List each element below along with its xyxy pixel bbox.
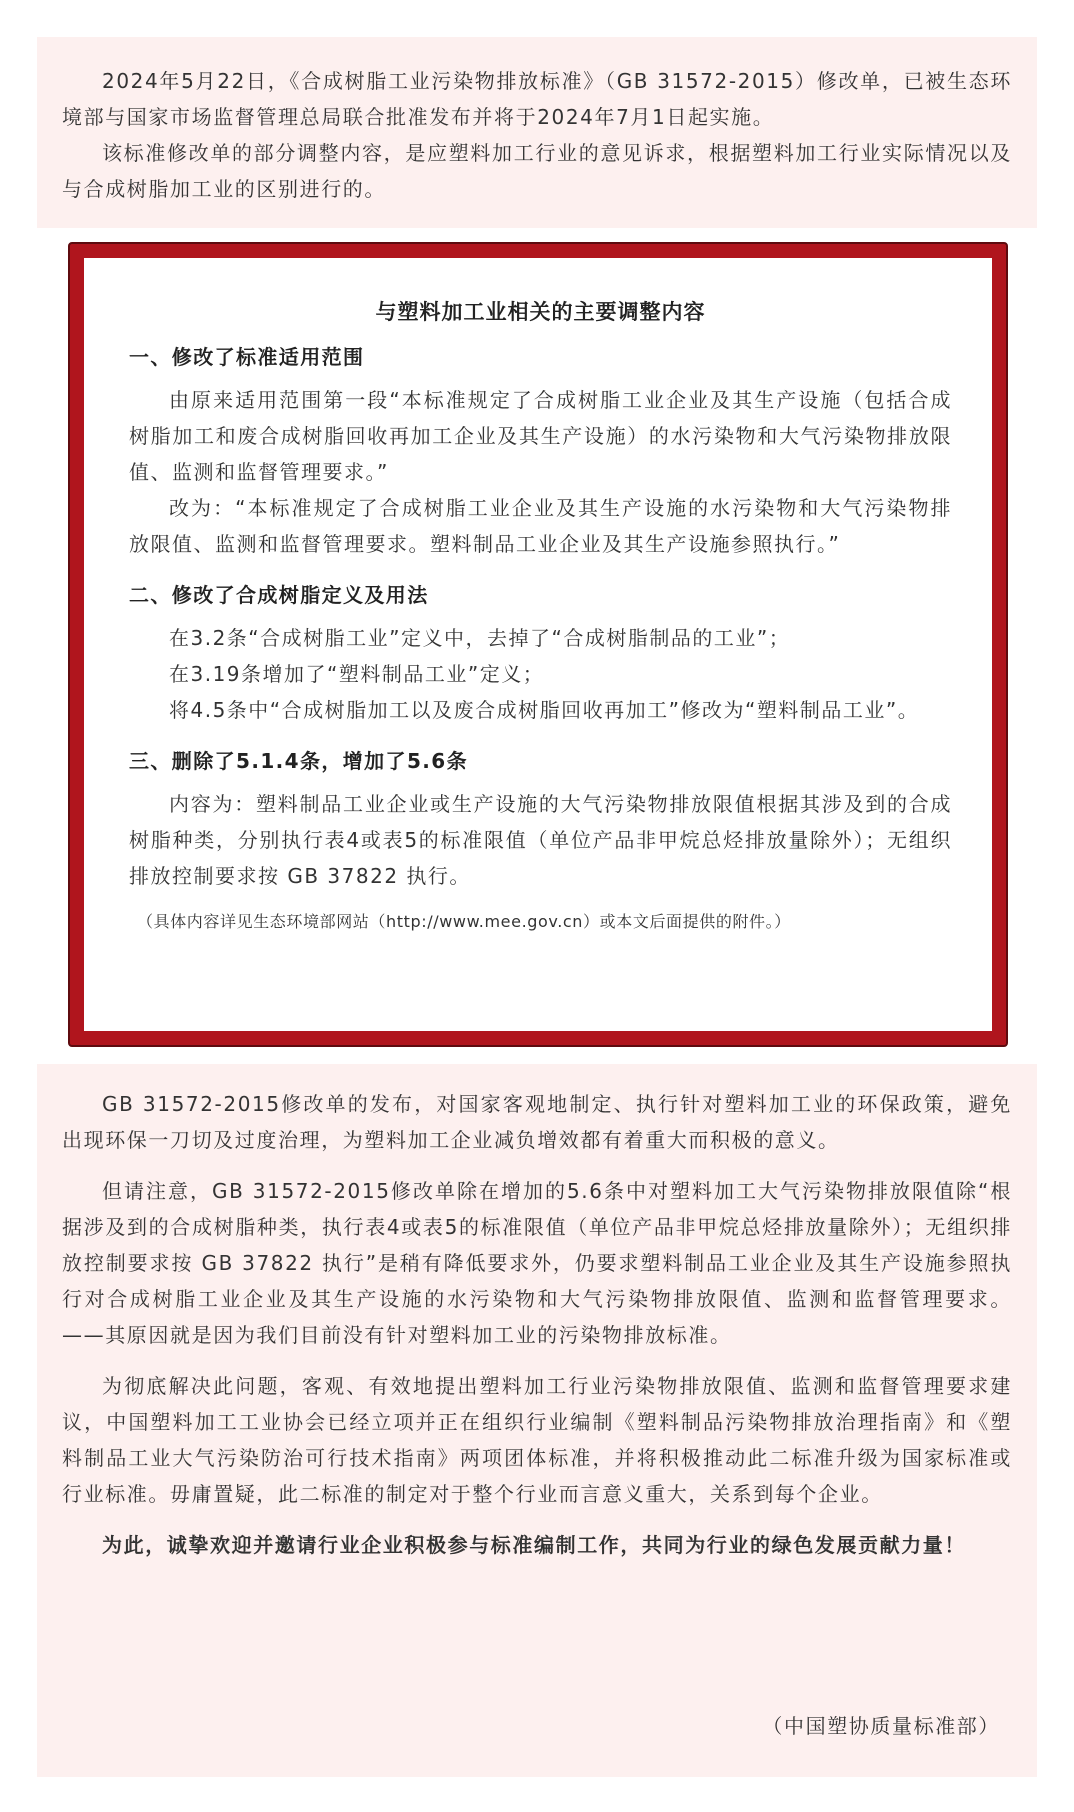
section-2-line-2: 在3.19条增加了“塑料制品工业”定义； [169, 662, 545, 686]
body-paragraph-3: 为彻底解决此问题，客观、有效地提出塑料加工行业污染物排放限值、监测和监督管理要求建议，中国塑料加工工业协会已经立项并正在组织行业编制《塑料制品污染物排放治理指南》和《塑料制品工业大气污染防治可行技术指南》两项团体标准，并将积极推动此二标准升级为国家标准或行业标准。毋庸置疑，此二标准的制定对于整个行业而言意义重大，关系到每个企业。 [62, 1374, 1012, 1506]
source-note: （具体内容详见生态环境部网站（http://www.mee.gov.cn）或本文后面提供的附件。） [137, 912, 791, 931]
box-title: 与塑料加工业相关的主要调整内容 [375, 300, 706, 324]
body-panel [37, 1064, 1037, 1777]
section-1-heading: 一、修改了标准适用范围 [129, 345, 365, 369]
body-paragraph-1: GB 31572-2015修改单的发布，对国家客观地制定、执行针对塑料加工业的环保政策，避免出现环保一刀切及过度治理，为塑料加工企业减负增效都有着重大而积极的意义。 [62, 1092, 1012, 1152]
intro-paragraph-1: 2024年5月22日，《合成树脂工业污染物排放标准》（GB 31572-2015）修改单，已被生态环境部与国家市场监督管理总局联合批准发布并将于2024年7月1日起实施。 [62, 69, 1012, 129]
section-3-line-1: 内容为：塑料制品工业企业或生产设施的大气污染物排放限值根据其涉及到的合成树脂种类，分别执行表4或表5的标准限值（单位产品非甲烷总烃排放量除外）；无组织排放控制要求按 GB 37822 执行。 [129, 792, 952, 888]
adjustment-content [84, 258, 992, 1031]
intro-panel [37, 37, 1037, 228]
section-1-line-1: 由原来适用范围第一段“本标准规定了合成树脂工业企业及其生产设施（包括合成树脂加工和废合成树脂回收再加工企业及其生产设施）的水污染物和大气污染物排放限值、监测和监督管理要求。” [129, 388, 952, 484]
section-1-line-2: 改为：“本标准规定了合成树脂工业企业及其生产设施的水污染物和大气污染物排放限值、监测和监督管理要求。塑料制品工业企业及其生产设施参照执行。” [129, 496, 952, 556]
section-3 [129, 743, 952, 894]
section-2-line-1: 在3.2条“合成树脂工业”定义中，去掉了“合成树脂制品的工业”； [169, 626, 791, 650]
adjustment-frame [68, 242, 1008, 1047]
section-3-heading: 三、删除了5.1.4条，增加了5.6条 [129, 749, 468, 773]
section-2-line-3: 将4.5条中“合成树脂加工以及废合成树脂回收再加工”修改为“塑料制品工业”。 [169, 698, 920, 722]
closing-invitation: 为此，诚挚欢迎并邀请行业企业积极参与标准编制工作，共同为行业的绿色发展贡献力量！ [102, 1533, 966, 1557]
section-2-heading: 二、修改了合成树脂定义及用法 [129, 583, 429, 607]
signature: （中国塑协质量标准部） [762, 1714, 1000, 1738]
intro-paragraph-2: 该标准修改单的部分调整内容，是应塑料加工行业的意见诉求，根据塑料加工行业实际情况以及与合成树脂加工业的区别进行的。 [62, 141, 1012, 201]
body-paragraph-2: 但请注意，GB 31572-2015修改单除在增加的5.6条中对塑料加工大气污染物排放限值除“根据涉及到的合成树脂种类，执行表4或表5的标准限值（单位产品非甲烷总烃排放量除外）；无组织排放控制要求按 GB 37822 执行”是稍有降低要求外，仍要求塑料制品工业企业及其生产设施参照执行对合成树脂工业企业及其生产设施的水污染物和大气污染物排放限值、监测和监督管理要求。——其原因就是因为我们目前没有针对塑料加工业的污染物排放标准。 [62, 1179, 1012, 1347]
section-2 [129, 577, 952, 728]
section-1 [129, 339, 952, 562]
